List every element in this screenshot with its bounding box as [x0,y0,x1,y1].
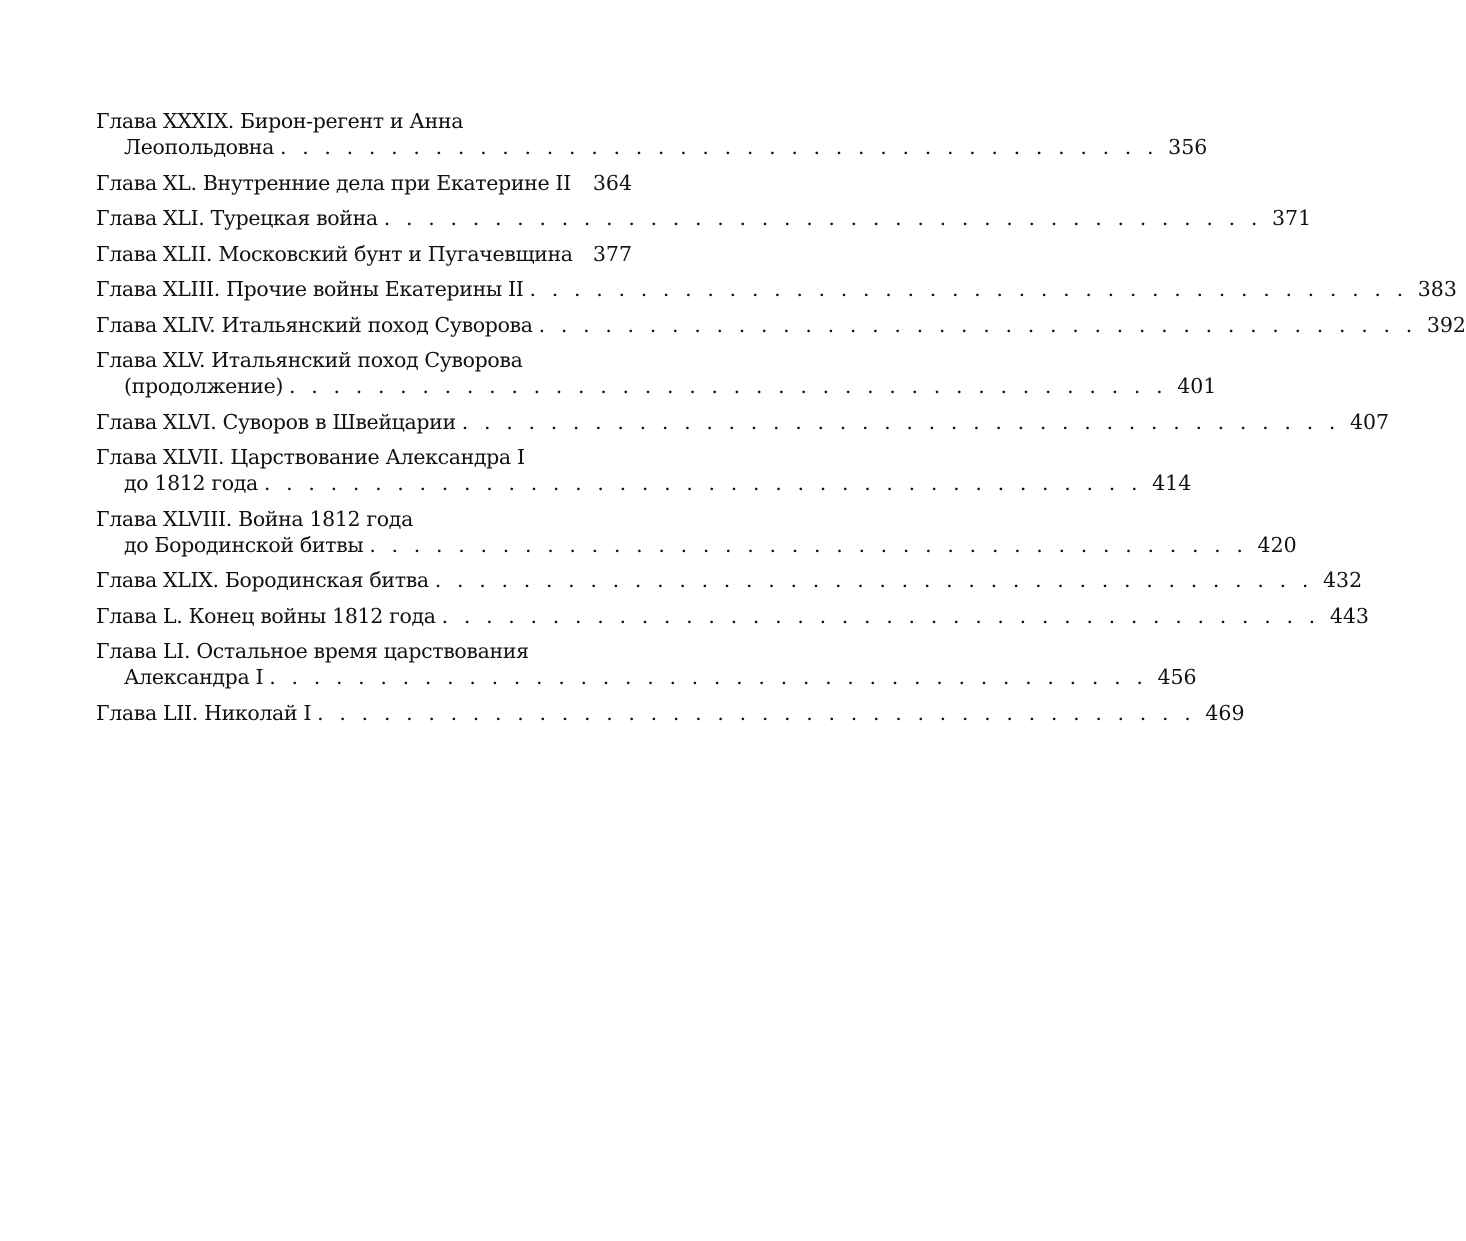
toc-entry-xlix[interactable] [96,567,1363,593]
toc-page-number: 456 [1157,665,1197,689]
toc-entry-title: Глава XLVIII. Война 1812 года [96,506,413,531]
toc-entry-title: Глава XL. Внутренние дела при Екатерине II [96,170,571,195]
dot-leader: . . . . . . . . . . . . . . . . . . . . . . . . . . . . . . . . . . . . . . . . [538,312,1417,337]
dot-leader: . . . . . . . . . . . . . . . . . . . . . . . . . . . . . . . . . . . . . . . . [441,603,1320,628]
toc-page-number: 432 [1322,568,1363,592]
dot-leader: . . . . . . . . . . . . . . . . . . . . . . . . . . . . . . . . . . . . . . . . [461,409,1340,434]
toc-entry-xliii[interactable] [96,276,1457,302]
toc-entry-title: Глава XLIII. Прочие войны Екатерины II [96,277,524,301]
toc-entry-title-continued: (продолжение) [124,374,284,398]
dot-leader: . . . . . . . . . . . . . . . . . . . . . . . . . . . . . . . . . . . . . . . . [369,532,1248,557]
dot-leader: . . . . . . . . . . . . . . . . . . . . . . . . . . . . . . . . . . . . . . . . [269,665,1148,689]
dot-leader: . . . . . . . . . . . . . . . . . . . . . . . . . . . . . . . . . . . . . . . . [289,374,1168,398]
toc-entry-title: Глава XXXIX. Бирон-регент и Анна [96,109,464,133]
toc-page-number: 364 [592,170,632,195]
toc-entry-title: Глава XLI. Турецкая война [96,206,378,230]
toc-entry-title: Глава LII. Николай I [96,700,312,725]
toc-entry-title-continued: Александра I [124,665,264,689]
dot-leader: . . . . . . . . . . . . . . . . . . . . . . . . . . . . . . . . . . . . . . . . [279,135,1159,159]
toc-page-number: 392 [1426,312,1466,337]
toc-entry-title: Глава XLVI. Суворов в Швейцарии [96,409,456,434]
toc-entry-xlvii[interactable] [96,444,1192,496]
toc-page-number: 469 [1205,700,1245,725]
toc-page-number: 420 [1257,532,1297,557]
toc-entry-title: Глава XLIX. Бородинская битва [96,568,429,592]
toc-page-number: 443 [1329,603,1369,628]
toc-entry-title: Глава L. Конец войны 1812 года [96,603,436,628]
dot-leader: . . . . . . . . . . . . . . . . . . . . . . . . . . . . . . . . . . . . . . . . [529,277,1408,301]
table-of-contents [96,108,1466,735]
toc-page-number: 377 [592,241,632,266]
toc-entry-li[interactable] [96,638,1197,690]
toc-entry-xxxix[interactable] [96,108,1208,160]
toc-page-number: 383 [1417,277,1457,301]
dot-leader: . . . . . . . . . . . . . . . . . . . . . . . . . . . . . . . . . . . . . . . . [434,568,1313,592]
toc-page-number: 371 [1271,206,1312,230]
toc-entry-xlvi[interactable] [96,409,1390,435]
toc-entry-title-continued: Леопольдовна [124,135,274,159]
toc-entry-xliv[interactable] [96,312,1466,338]
toc-entry-title: Глава XLVII. Царствование Александра I [96,445,525,469]
toc-entry-xlv[interactable] [96,347,1217,399]
toc-entry-title-continued: до Бородинской битвы [124,532,364,557]
toc-entry-title: Глава LI. Остальное время царствования [96,639,529,663]
dot-leader: . . . . . . . . . . . . . . . . . . . . . . . . . . . . . . . . . . . . . . . . [383,206,1262,230]
dot-leader: . . . . . . . . . . . . . . . . . . . . . . . . . . . . . . . . . . . . . . . . [317,700,1196,725]
toc-entry-title-continued: до 1812 года [124,471,258,495]
toc-entry-l[interactable] [96,603,1369,629]
toc-page-number: 356 [1168,135,1208,159]
toc-page-number: 414 [1152,471,1192,495]
toc-entry-title: Глава XLIV. Итальянский поход Суворова [96,312,533,337]
toc-entry-lii[interactable] [96,700,1245,726]
toc-entry-xlii[interactable] [96,241,632,267]
toc-entry-title: Глава XLII. Московский бунт и Пугачевщина [96,241,573,266]
dot-leader: . . . . . . . . . . . . . . . . . . . . . . . . . . . . . . . . . . . . . . . . [263,471,1143,495]
toc-entry-xli[interactable] [96,205,1312,231]
toc-page-number: 401 [1177,374,1217,398]
toc-entry-title: Глава XLV. Итальянский поход Суворова [96,348,523,372]
toc-page-number: 407 [1349,409,1390,434]
toc-entry-xlviii[interactable] [96,506,1297,558]
toc-entry-xl[interactable] [96,170,632,196]
